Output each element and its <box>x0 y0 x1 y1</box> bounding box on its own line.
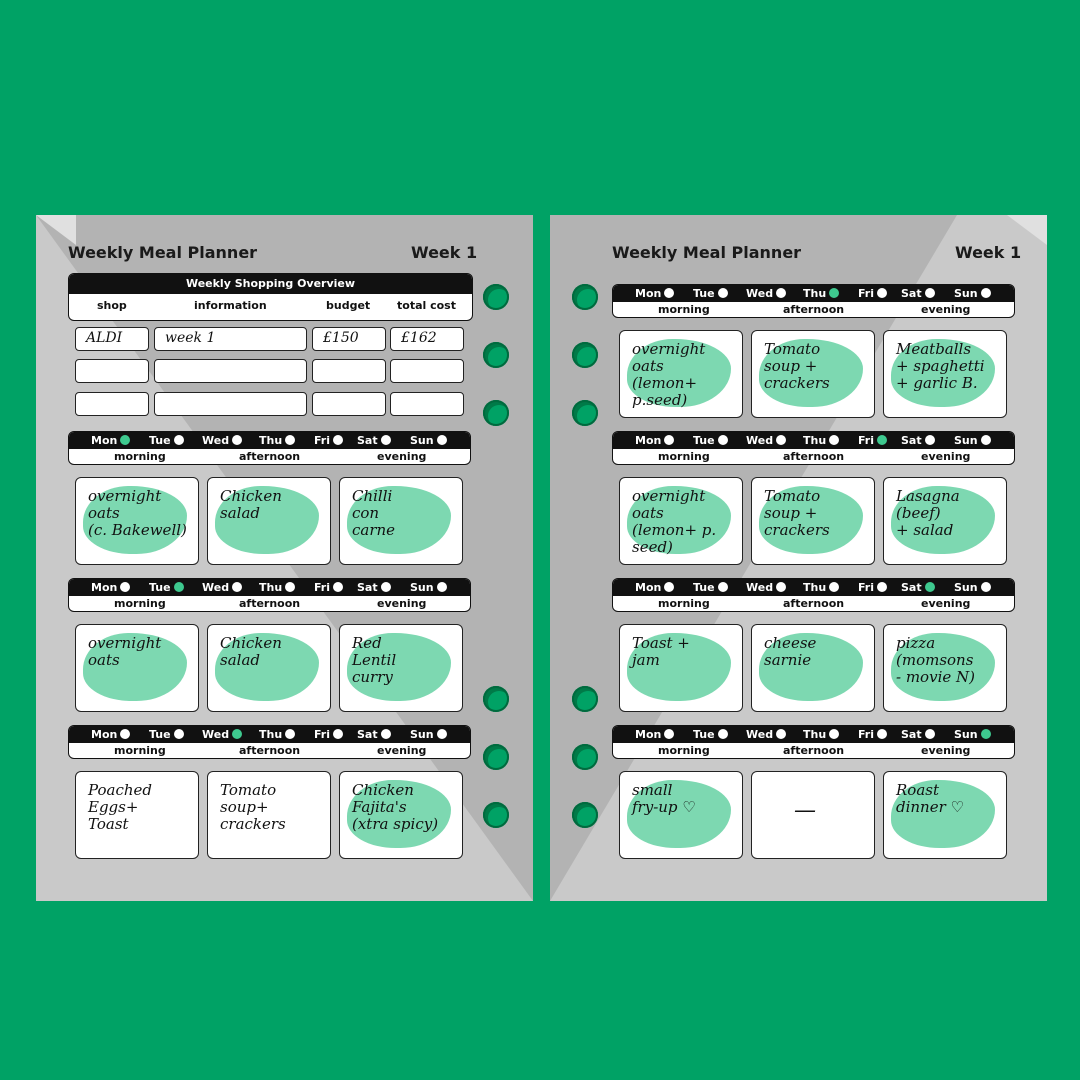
day-label: Fri <box>858 728 875 741</box>
day-checkbox[interactable] <box>829 435 839 445</box>
meal-box-morning[interactable] <box>619 477 743 565</box>
day-label: Sat <box>901 287 922 300</box>
day-option-4[interactable] <box>858 287 887 300</box>
shopping-overview-title: Weekly Shopping Overview <box>69 274 472 294</box>
day-label: Fri <box>314 434 331 447</box>
day-label: Sun <box>954 581 978 594</box>
meal-box-afternoon[interactable] <box>751 771 875 859</box>
day-option-2[interactable] <box>202 581 242 594</box>
day-label: Mon <box>635 581 662 594</box>
day-label: Fri <box>858 434 875 447</box>
day-checkbox[interactable] <box>776 435 786 445</box>
day-label: Sun <box>410 434 434 447</box>
meal-box-afternoon[interactable] <box>751 330 875 418</box>
binder-hole <box>572 400 598 426</box>
day-checkbox[interactable] <box>232 582 242 592</box>
day-option-0[interactable] <box>635 287 674 300</box>
day-option-3[interactable] <box>803 434 839 447</box>
day-option-6[interactable] <box>954 728 991 741</box>
day-option-4[interactable] <box>858 581 887 594</box>
meal-box-evening[interactable] <box>883 624 1007 712</box>
day-option-0[interactable] <box>91 581 130 594</box>
meal-box-afternoon[interactable] <box>207 624 331 712</box>
day-label: Sat <box>901 581 922 594</box>
meal-text: overnight oats (c. Bakewell) <box>88 487 187 539</box>
day-label: Sat <box>357 728 378 741</box>
day-option-5[interactable] <box>357 728 391 741</box>
day-selector <box>68 578 471 612</box>
meal-box-afternoon[interactable] <box>207 477 331 565</box>
time-label-morning: morning <box>114 597 166 610</box>
day-checkbox[interactable] <box>877 288 887 298</box>
column-shop: shop <box>97 299 127 312</box>
meal-box-afternoon[interactable] <box>751 624 875 712</box>
day-label: Sun <box>954 728 978 741</box>
day-label: Thu <box>259 434 283 447</box>
time-label-evening: evening <box>377 450 427 463</box>
day-option-5[interactable] <box>901 434 935 447</box>
day-option-6[interactable] <box>954 581 991 594</box>
binder-hole <box>483 342 509 368</box>
day-label: Thu <box>803 581 827 594</box>
day-checkbox[interactable] <box>925 729 935 739</box>
day-checkbox[interactable] <box>285 435 295 445</box>
day-checkbox[interactable] <box>981 435 991 445</box>
meal-text: Chicken salad <box>220 487 282 522</box>
day-checkbox[interactable] <box>120 582 130 592</box>
day-checkbox[interactable] <box>120 435 130 445</box>
day-checkbox[interactable] <box>120 729 130 739</box>
day-checkbox[interactable] <box>333 729 343 739</box>
day-checkbox[interactable] <box>776 729 786 739</box>
day-checkbox[interactable] <box>381 582 391 592</box>
right-planner-page <box>550 215 1047 901</box>
time-label-morning: morning <box>114 744 166 757</box>
day-checkbox[interactable] <box>333 582 343 592</box>
time-label-morning: morning <box>658 744 710 757</box>
shop-cell-r1[interactable]: ALDI <box>75 327 149 351</box>
day-option-0[interactable] <box>635 581 674 594</box>
day-option-1[interactable] <box>693 434 728 447</box>
day-checkbox[interactable] <box>664 582 674 592</box>
day-label: Wed <box>746 287 774 300</box>
day-checkbox[interactable] <box>925 435 935 445</box>
day-label: Sat <box>357 581 378 594</box>
day-option-4[interactable] <box>858 434 887 447</box>
day-label: Mon <box>91 434 118 447</box>
day-option-1[interactable] <box>149 581 184 594</box>
page-title: Weekly Meal Planner <box>612 243 802 262</box>
time-label-afternoon: afternoon <box>239 450 301 463</box>
day-option-5[interactable] <box>357 581 391 594</box>
day-label: Fri <box>858 581 875 594</box>
binder-hole <box>572 342 598 368</box>
day-checkbox[interactable] <box>776 288 786 298</box>
total-cost-cell-r3[interactable] <box>390 392 464 416</box>
meal-box-morning[interactable] <box>75 624 199 712</box>
day-label: Sat <box>901 728 922 741</box>
day-option-3[interactable] <box>803 581 839 594</box>
day-checkbox[interactable] <box>981 729 991 739</box>
day-option-2[interactable] <box>202 728 242 741</box>
day-option-0[interactable] <box>91 434 130 447</box>
day-option-4[interactable] <box>858 728 887 741</box>
meal-box-morning[interactable] <box>75 771 199 859</box>
day-label: Wed <box>746 581 774 594</box>
time-label-afternoon: afternoon <box>783 303 845 316</box>
day-selector <box>68 725 471 759</box>
meal-box-morning[interactable] <box>619 330 743 418</box>
day-option-2[interactable] <box>746 434 786 447</box>
column-total-cost: total cost <box>397 299 456 312</box>
day-label: Sun <box>954 287 978 300</box>
day-option-4[interactable] <box>314 434 343 447</box>
day-label: Wed <box>746 728 774 741</box>
day-label: Wed <box>202 728 230 741</box>
shop-cell-r3[interactable] <box>75 392 149 416</box>
day-option-1[interactable] <box>149 728 184 741</box>
day-checkbox[interactable] <box>718 435 728 445</box>
day-option-3[interactable] <box>803 728 839 741</box>
budget-cell-r1[interactable]: £150 <box>312 327 386 351</box>
day-option-0[interactable] <box>91 728 130 741</box>
day-checkbox[interactable] <box>981 582 991 592</box>
day-label: Wed <box>202 581 230 594</box>
shop-cell-r2[interactable] <box>75 359 149 383</box>
meal-box-evening[interactable] <box>883 330 1007 418</box>
time-label-morning: morning <box>658 303 710 316</box>
meal-text: Tomato soup+ crackers <box>220 781 286 833</box>
day-option-5[interactable] <box>901 287 935 300</box>
column-budget: budget <box>326 299 371 312</box>
meal-text: Poached Eggs+ Toast <box>88 781 152 833</box>
day-checkbox[interactable] <box>664 729 674 739</box>
meal-text: cheese sarnie <box>764 634 817 669</box>
meal-text: Lasagna (beef) + salad <box>896 487 960 539</box>
day-label: Tue <box>149 434 171 447</box>
day-checkbox[interactable] <box>877 435 887 445</box>
day-checkbox[interactable] <box>381 435 391 445</box>
meal-box-evening[interactable] <box>339 477 463 565</box>
binder-hole <box>572 284 598 310</box>
meal-text: Chicken salad <box>220 634 282 669</box>
day-option-1[interactable] <box>693 581 728 594</box>
time-label-evening: evening <box>921 597 971 610</box>
day-checkbox[interactable] <box>285 582 295 592</box>
meal-text: Chicken Fajita's (xtra spicy) <box>352 781 439 833</box>
day-option-3[interactable] <box>259 434 295 447</box>
day-label: Fri <box>314 728 331 741</box>
binder-hole <box>572 686 598 712</box>
day-option-6[interactable] <box>410 728 447 741</box>
day-label: Sun <box>410 581 434 594</box>
time-label-evening: evening <box>921 744 971 757</box>
day-option-1[interactable] <box>149 434 184 447</box>
binder-hole <box>483 284 509 310</box>
day-checkbox[interactable] <box>829 582 839 592</box>
day-checkbox[interactable] <box>925 582 935 592</box>
day-label: Fri <box>314 581 331 594</box>
budget-cell-r2[interactable] <box>312 359 386 383</box>
day-option-3[interactable] <box>259 728 295 741</box>
day-option-6[interactable] <box>410 581 447 594</box>
left-planner-page <box>36 215 533 901</box>
day-option-0[interactable] <box>635 728 674 741</box>
binder-hole <box>572 744 598 770</box>
meal-text: small fry-up ♡ <box>632 781 696 816</box>
time-label-evening: evening <box>921 303 971 316</box>
time-label-morning: morning <box>658 597 710 610</box>
day-checkbox[interactable] <box>232 435 242 445</box>
day-label: Thu <box>259 728 283 741</box>
day-option-3[interactable] <box>803 287 839 300</box>
meal-box-morning[interactable] <box>619 624 743 712</box>
day-checkbox[interactable] <box>718 288 728 298</box>
day-selector <box>612 431 1015 465</box>
meal-text: Red Lentil curry <box>352 634 397 686</box>
meal-box-evening[interactable] <box>883 477 1007 565</box>
day-label: Sat <box>357 434 378 447</box>
day-checkbox[interactable] <box>664 288 674 298</box>
day-checkbox[interactable] <box>718 729 728 739</box>
time-label-afternoon: afternoon <box>239 744 301 757</box>
day-option-0[interactable] <box>635 434 674 447</box>
day-label: Tue <box>693 434 715 447</box>
day-label: Tue <box>149 728 171 741</box>
binder-hole <box>483 744 509 770</box>
meal-text: overnight oats <box>88 634 162 669</box>
meal-text: overnight oats (lemon+ p.seed) <box>632 340 706 409</box>
info-cell-r1[interactable]: week 1 <box>154 327 307 351</box>
day-checkbox[interactable] <box>664 435 674 445</box>
total-cost-cell-r1[interactable]: £162 <box>390 327 464 351</box>
meal-box-morning[interactable] <box>75 477 199 565</box>
meal-text: Roast dinner ♡ <box>896 781 964 816</box>
day-label: Thu <box>803 728 827 741</box>
day-selector <box>612 725 1015 759</box>
week-label: Week 1 <box>411 243 478 262</box>
time-label-evening: evening <box>377 597 427 610</box>
day-option-2[interactable] <box>202 434 242 447</box>
binder-hole <box>483 400 509 426</box>
day-selector <box>68 431 471 465</box>
meal-box-evening[interactable] <box>883 771 1007 859</box>
time-label-morning: morning <box>114 450 166 463</box>
info-cell-r2[interactable] <box>154 359 307 383</box>
day-label: Sat <box>901 434 922 447</box>
day-checkbox[interactable] <box>174 729 184 739</box>
day-label: Mon <box>635 728 662 741</box>
day-option-4[interactable] <box>314 581 343 594</box>
day-label: Wed <box>202 434 230 447</box>
day-checkbox[interactable] <box>174 582 184 592</box>
day-label: Thu <box>803 287 827 300</box>
day-checkbox[interactable] <box>877 582 887 592</box>
day-label: Thu <box>803 434 827 447</box>
meal-box-morning[interactable] <box>619 771 743 859</box>
page-title: Weekly Meal Planner <box>68 243 258 262</box>
day-checkbox[interactable] <box>437 435 447 445</box>
total-cost-cell-r2[interactable] <box>390 359 464 383</box>
meal-text: Chilli con carne <box>352 487 396 539</box>
shopping-overview-header <box>68 273 473 321</box>
day-label: Thu <box>259 581 283 594</box>
day-label: Sun <box>954 434 978 447</box>
time-label-afternoon: afternoon <box>783 744 845 757</box>
day-checkbox[interactable] <box>174 435 184 445</box>
meal-text: Tomato soup + crackers <box>764 340 830 392</box>
day-label: Mon <box>91 581 118 594</box>
column-information: information <box>194 299 267 312</box>
day-label: Tue <box>149 581 171 594</box>
time-label-afternoon: afternoon <box>783 450 845 463</box>
time-label-afternoon: afternoon <box>239 597 301 610</box>
day-checkbox[interactable] <box>718 582 728 592</box>
meal-text: overnight oats (lemon+ p. seed) <box>632 487 717 556</box>
day-label: Wed <box>746 434 774 447</box>
day-checkbox[interactable] <box>829 729 839 739</box>
day-option-6[interactable] <box>954 287 991 300</box>
meal-text: Meatballs + spaghetti + garlic B. <box>896 340 985 392</box>
day-checkbox[interactable] <box>285 729 295 739</box>
day-label: Tue <box>693 728 715 741</box>
day-checkbox[interactable] <box>232 729 242 739</box>
day-checkbox[interactable] <box>776 582 786 592</box>
time-label-morning: morning <box>658 450 710 463</box>
binder-hole <box>572 802 598 828</box>
meal-text: pizza (momsons - movie N) <box>896 634 975 686</box>
day-option-1[interactable] <box>693 287 728 300</box>
day-label: Sun <box>410 728 434 741</box>
day-label: Mon <box>635 287 662 300</box>
binder-hole <box>483 802 509 828</box>
meal-text: Tomato soup + crackers <box>764 487 830 539</box>
day-checkbox[interactable] <box>981 288 991 298</box>
day-option-1[interactable] <box>693 728 728 741</box>
day-checkbox[interactable] <box>381 729 391 739</box>
day-label: Mon <box>635 434 662 447</box>
meal-text: — <box>794 798 816 823</box>
time-label-afternoon: afternoon <box>783 597 845 610</box>
meal-box-evening[interactable] <box>339 624 463 712</box>
day-checkbox[interactable] <box>333 435 343 445</box>
meal-box-afternoon[interactable] <box>751 477 875 565</box>
day-checkbox[interactable] <box>437 729 447 739</box>
day-option-2[interactable] <box>746 287 786 300</box>
meal-text: Toast + jam <box>632 634 690 669</box>
day-label: Tue <box>693 581 715 594</box>
day-selector <box>612 284 1015 318</box>
day-option-5[interactable] <box>901 728 935 741</box>
day-option-4[interactable] <box>314 728 343 741</box>
info-cell-r3[interactable] <box>154 392 307 416</box>
day-option-6[interactable] <box>410 434 447 447</box>
day-option-2[interactable] <box>746 581 786 594</box>
day-label: Mon <box>91 728 118 741</box>
time-label-evening: evening <box>377 744 427 757</box>
day-checkbox[interactable] <box>829 288 839 298</box>
budget-cell-r3[interactable] <box>312 392 386 416</box>
meal-box-afternoon[interactable] <box>207 771 331 859</box>
day-option-3[interactable] <box>259 581 295 594</box>
day-option-5[interactable] <box>901 581 935 594</box>
day-checkbox[interactable] <box>437 582 447 592</box>
day-option-5[interactable] <box>357 434 391 447</box>
day-option-6[interactable] <box>954 434 991 447</box>
day-option-2[interactable] <box>746 728 786 741</box>
time-label-evening: evening <box>921 450 971 463</box>
day-label: Fri <box>858 287 875 300</box>
day-label: Tue <box>693 287 715 300</box>
day-checkbox[interactable] <box>925 288 935 298</box>
meal-box-evening[interactable] <box>339 771 463 859</box>
day-selector <box>612 578 1015 612</box>
day-checkbox[interactable] <box>877 729 887 739</box>
week-label: Week 1 <box>955 243 1022 262</box>
binder-hole <box>483 686 509 712</box>
